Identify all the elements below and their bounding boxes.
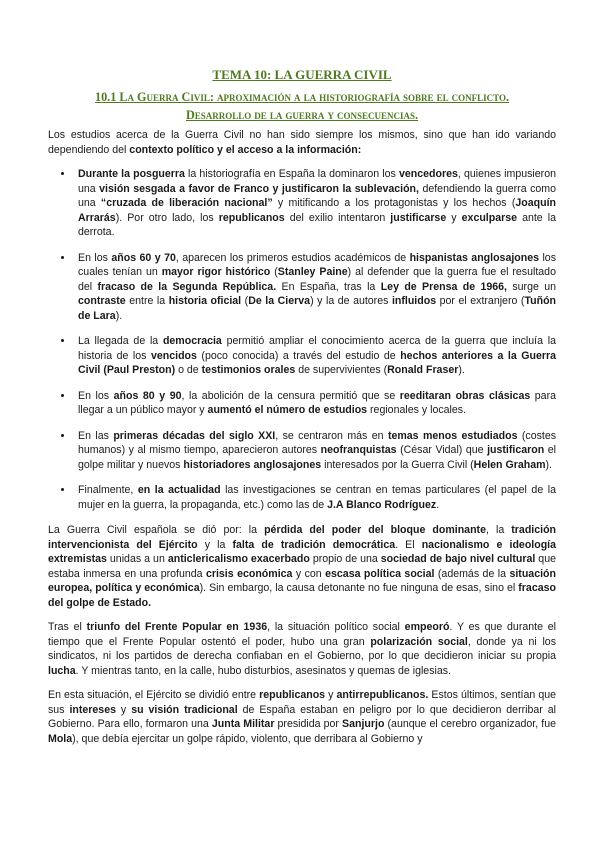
bold-text: reeditaran obras clásicas bbox=[399, 389, 531, 402]
text-run: ). bbox=[545, 458, 552, 471]
text-run: Los estudios acerca de la Guerra Civil no han sido siempre los mismos, sino que han ido variando dependiendo del bbox=[48, 129, 556, 156]
text-run: surge un bbox=[506, 280, 556, 293]
text-run: ( bbox=[270, 266, 278, 278]
text-run: . Y mientras tanto, en la calle, hubo disturbios, asesinatos y quemas de iglesias. bbox=[75, 664, 451, 677]
text-run: por el extranjero ( bbox=[436, 295, 525, 307]
bold-text: hispanistas anglosajones bbox=[409, 251, 540, 264]
text-run: Estos últimos, sentían que sus bbox=[48, 689, 556, 716]
text-run: permitió ampliar el conocimiento acerca de la guerra que incluía la historia de los bbox=[78, 335, 556, 362]
bold-text: “cruzada de liberación nacional” bbox=[100, 197, 273, 209]
text-run: (además de la bbox=[434, 567, 510, 580]
bold-text: crisis económica bbox=[205, 567, 293, 580]
text-run: de España estaban en peligro por lo que decidieron derribar al Gobierno. Para ello, formaron una bbox=[48, 703, 556, 730]
text-run: defendiendo la guerra como una bbox=[78, 182, 556, 209]
bold-text: pérdida del poder del bloque dominante bbox=[264, 524, 486, 536]
text-run: unidas a un bbox=[106, 553, 168, 565]
text-run: ). Por otro lado, los bbox=[115, 211, 219, 224]
bold-text: temas menos estudiados bbox=[387, 429, 518, 442]
bold-text: vencedores bbox=[398, 168, 458, 180]
text-run: Tras el bbox=[48, 621, 87, 633]
text-run: regionales y locales. bbox=[367, 404, 467, 416]
bold-text: Mola bbox=[48, 732, 73, 745]
list-item bbox=[74, 483, 556, 512]
historiography-list bbox=[48, 167, 556, 512]
bold-text: anticlericalismo exacerbado bbox=[167, 553, 310, 565]
bold-text: empeoró bbox=[404, 621, 450, 633]
list-item bbox=[74, 251, 556, 324]
text-run: y bbox=[325, 689, 337, 701]
text-run: ). bbox=[458, 364, 465, 376]
frente-popular-paragraph bbox=[48, 620, 556, 678]
text-run: ) y la de autores bbox=[310, 295, 392, 307]
causes-paragraph bbox=[48, 523, 556, 610]
list-item bbox=[74, 389, 556, 418]
intro-paragraph bbox=[48, 128, 556, 157]
text-run: presidida por bbox=[274, 718, 343, 730]
bold-text: justificarse bbox=[390, 211, 447, 224]
text-run: (César Vidal) que bbox=[396, 444, 488, 456]
bold-text: sociedad de bajo nivel cultural bbox=[380, 553, 536, 565]
text-run: , se centraron más en bbox=[275, 429, 388, 442]
text-run: En esta situación, el Ejército se dividió entre bbox=[48, 689, 260, 701]
text-run: ( bbox=[241, 295, 249, 307]
text-run: el golpe militar y nuevos bbox=[78, 444, 556, 471]
bold-text: republicanos bbox=[259, 689, 326, 701]
bold-text: vencidos bbox=[150, 349, 197, 362]
list-item bbox=[74, 334, 556, 378]
section-subtitle bbox=[48, 88, 556, 124]
text-run: La llegada de la bbox=[78, 335, 163, 347]
section-subtitle-line1: 10.1 La Guerra Civil: aproximación a la historiografía sobre el conflicto. bbox=[94, 90, 510, 104]
bold-text: contexto político y el acceso a la información: bbox=[129, 143, 362, 156]
text-run: , aparecen los primeros estudios académicos de bbox=[175, 251, 410, 264]
bold-text: escasa política social bbox=[325, 567, 435, 580]
text-run: la historiografía en España la dominaron los bbox=[184, 168, 399, 180]
text-run: o de bbox=[175, 364, 202, 376]
text-run: y con bbox=[292, 567, 326, 580]
bold-text: historiadores anglosajones bbox=[183, 458, 322, 471]
text-run: entre la bbox=[125, 295, 169, 307]
bold-text: Stanley Paine bbox=[277, 266, 348, 278]
text-run: del exilio intentaron bbox=[284, 211, 391, 224]
list-item bbox=[74, 167, 556, 240]
bold-text: visión sesgada a favor de Franco y justificaron la sublevación, bbox=[99, 182, 419, 195]
bold-text: testimonios orales bbox=[201, 364, 296, 376]
bold-text: fracaso de la Segunda República. bbox=[97, 280, 277, 293]
bold-text: exculparse bbox=[461, 211, 518, 224]
bold-text: nacionalismo e ideología extremistas bbox=[48, 538, 557, 565]
bold-text: años 80 y 90 bbox=[113, 389, 182, 402]
bold-text: Ley de Prensa de 1966, bbox=[380, 280, 507, 293]
text-run: En las bbox=[78, 429, 114, 442]
bold-text: intereses bbox=[69, 703, 116, 716]
text-run: . El bbox=[395, 538, 422, 551]
bold-text: Joaquín Arrarás bbox=[78, 197, 556, 224]
bold-text: antirrepublicanos. bbox=[336, 689, 429, 701]
bold-text: J.A Blanco Rodríguez bbox=[327, 498, 437, 511]
army-division-paragraph bbox=[48, 688, 556, 746]
bold-text: lucha bbox=[48, 664, 76, 677]
bold-text: triunfo del Frente Popular en 1936 bbox=[86, 621, 268, 633]
bold-text: polarización social bbox=[370, 635, 468, 648]
bold-text: situación europea, política y económica bbox=[48, 567, 556, 594]
bold-text: hechos anteriores a la Guerra Civil (Paul Preston) bbox=[78, 349, 556, 376]
text-run: En España, tras la bbox=[276, 280, 381, 293]
text-run: y mitificando a los protagonistas y los hechos ( bbox=[272, 197, 516, 209]
bold-text: en la actualidad bbox=[137, 484, 221, 496]
text-run: ) al defender que la guerra fue el resultado del bbox=[78, 266, 556, 293]
text-run: que estaba inmersa en una profunda bbox=[48, 553, 556, 580]
text-run: , la situación político social bbox=[267, 621, 405, 633]
bold-text: influidos bbox=[391, 295, 437, 307]
bold-text: aumentó el número de estudios bbox=[207, 404, 368, 416]
bold-text: tradición intervencionista del Ejército bbox=[48, 524, 557, 551]
text-run: las investigaciones se centran en temas particulares (el papel de la mujer en la guerra, la propaganda, etc.) como las de bbox=[78, 484, 556, 511]
document-page bbox=[48, 66, 556, 756]
bold-text: Durante la posguerra bbox=[78, 168, 185, 180]
text-run: (poco conocida) a través del estudio de bbox=[196, 349, 401, 362]
section-subtitle-line2: Desarrollo de la guerra y consecuencias. bbox=[185, 108, 419, 122]
text-run: y bbox=[446, 211, 462, 224]
bold-text: Helen Graham bbox=[473, 458, 546, 471]
bold-text: mayor rigor histórico bbox=[161, 266, 271, 278]
text-run: de supervivientes ( bbox=[295, 364, 388, 376]
text-run: En los bbox=[78, 389, 114, 402]
bold-text: primeras décadas del siglo XXI bbox=[113, 429, 276, 442]
bold-text: Sanjurjo bbox=[342, 718, 385, 730]
text-run: ). Sin embargo, la causa detonante no fue ninguna de esas, sino el bbox=[199, 582, 519, 594]
bold-text: De la Cierva bbox=[248, 295, 311, 307]
bold-text: falta de tradición democrática bbox=[232, 538, 396, 551]
text-run: , la abolición de la censura permitió que se bbox=[181, 389, 400, 402]
bold-text: Ronald Fraser bbox=[387, 364, 459, 376]
bold-text: historia oficial bbox=[168, 295, 242, 307]
text-run: La Guerra Civil española se dió por: la bbox=[48, 524, 265, 536]
text-run: , donde ya ni los sindicatos, ni los partidos de derecha confiaban en el Gobierno, por lo que decidieron iniciar su propia bbox=[48, 635, 556, 662]
bold-text: neofranquistas bbox=[320, 444, 397, 456]
bold-text: contraste bbox=[78, 295, 126, 307]
text-run: . Y es que durante el tiempo que el Frente Popular ostentó el poder, hubo una gran bbox=[48, 621, 556, 648]
text-run: , la bbox=[485, 524, 512, 536]
text-run: y bbox=[115, 703, 132, 716]
bold-text: republicanos bbox=[218, 211, 285, 224]
bold-text: años 60 y 70 bbox=[111, 251, 176, 264]
text-run: ante la derrota. bbox=[78, 211, 556, 238]
text-run: y la bbox=[197, 538, 233, 551]
bold-text: democracia bbox=[162, 335, 222, 347]
text-run: propio de una bbox=[309, 553, 381, 565]
text-run: ), que debía ejercitar un golpe rápido, violento, que derribara al Gobierno y bbox=[72, 732, 423, 745]
text-run: . bbox=[436, 498, 440, 511]
document-title: TEMA 10: LA GUERRA CIVIL bbox=[212, 67, 392, 82]
bold-text: justificaron bbox=[487, 444, 545, 456]
text-run: (costes humanos) y al mismo tiempo, aparecieron autores bbox=[78, 429, 557, 456]
text-run: interesados por la Guerra Civil ( bbox=[321, 458, 474, 471]
list-item bbox=[74, 429, 556, 473]
text-run: Finalmente, bbox=[78, 484, 138, 496]
text-run: los cuales tenían un bbox=[78, 251, 556, 278]
bold-text: su visión tradicional bbox=[131, 703, 238, 716]
text-run: (aunque el cerebro organizador, fue bbox=[384, 718, 556, 730]
bold-text: Tuñón de Lara bbox=[78, 295, 557, 322]
bold-text: Junta Militar bbox=[211, 718, 275, 730]
text-run: , quienes impusieron una bbox=[78, 168, 556, 195]
text-run: para llegar a un público mayor y bbox=[78, 389, 556, 416]
bold-text: fracaso del golpe de Estado. bbox=[48, 582, 556, 609]
text-run: ). bbox=[115, 309, 123, 322]
text-run: En los bbox=[78, 251, 112, 264]
